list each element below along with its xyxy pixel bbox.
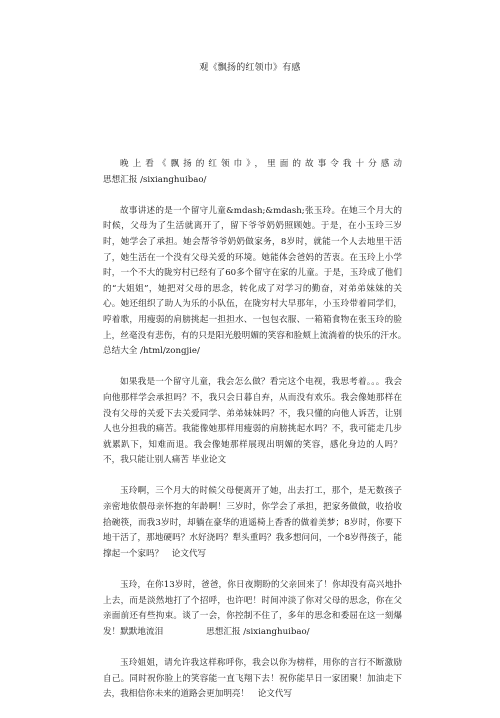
paragraph-intro: 晚上看《飘扬的红领巾》，里面的故事令我十分感动 思想汇报 /sixianghuibao/: [103, 159, 488, 185]
paragraph-childhood: 玉玲啊，三个月大的时候父母便离开了她，出去打工，那个，是无数孩子亲密地依偎母亲怀抱的年龄啊！三岁时，你学会了承担，把家务做做，收拾收拾碗筷，而我3岁时，却躺在豪华的逍遥椅上香香的做着美梦；8岁时，你要下地干活了，那地硬吗？水好浇吗？犁头重吗？我多想问问，一个8岁得孩子，能撑起一个家吗？ 论文代写: [103, 486, 402, 559]
document-body: [103, 157, 488, 718]
document-title: 观《飘扬的红领巾》有感: [199, 63, 301, 73]
paragraph-father-return: 玉玲，在你13岁时，爸爸，你日夜期盼的父亲回来了！你却没有高兴地扑上去，而是淡然地打了个招呼，也许吧！时间冲淡了你对父母的思念，你在父亲面前还有些拘束。谈了一会，你控制不住了，多年的思念和委屈在这一刻爆发！默默地流泪 思想汇报 /sixianghuibao/: [103, 580, 402, 637]
paragraph-closing: 玉玲姐姐，请允许我这样称呼你，我会以你为榜样，用你的言行不断激励自己。同时祝你脸上的笑容能一直飞翔下去！祝你能早日一家团聚！加油走下去，我相信你未来的道路会更加明亮！ 论文代写: [103, 658, 402, 700]
paragraph-story: 故事讲述的是一个留守儿童&mdash;&mdash;张玉玲。在她三个月大的时候，父母为了生活就离开了，留下爷爷奶奶照顾她。于是，在小玉玲三岁时，她学会了承担。她会帮爷爷奶奶做家务，8岁时，就能一个人去地里干活了，她生活在一个没有父母关爱的环境。她能体会爸妈的苦衷。在玉玲上小学时，一个不大的陇穷村已经有了60多个留守在家的儿童。于是，玉玲成了他们的“大姐姐”，她把对父母的思念，转化成了对学习的勤奋，对弟弟妹妹的关心。她还组织了助人为乐的小队伍，在陇穷村大早那年，小玉玲带着同学们，哼着歌，用瘦弱的肩膀挑起一担担水、一包包衣服、一箱箱食物在张玉玲的脸上，丝毫没有悲伤，有的只是阳光般明媚的笑容和脸颊上流淌着的快乐的汗水。 总结大全 /html/zongjie/: [103, 205, 454, 357]
paragraph-reflection: 如果我是一个留守儿童，我会怎么做？看完这个电视，我思考着。。。我会向他那样学会承担吗？不，我只会日暮自弃，从而没有欢乐。我会像她那样在没有父母的关爱下去关爱同学、弟弟妹妹吗？不，我只懂的向他人诉苦，让别人也分担我的痛苦。我能像她那样用瘦弱的肩膀挑起水吗？不，我可能走几步就累趴下，知难而退。我会像她那样展现出明媚的笑容，感化身边的人吗？不，我只能让别人痛苦 毕业论文: [103, 377, 402, 466]
